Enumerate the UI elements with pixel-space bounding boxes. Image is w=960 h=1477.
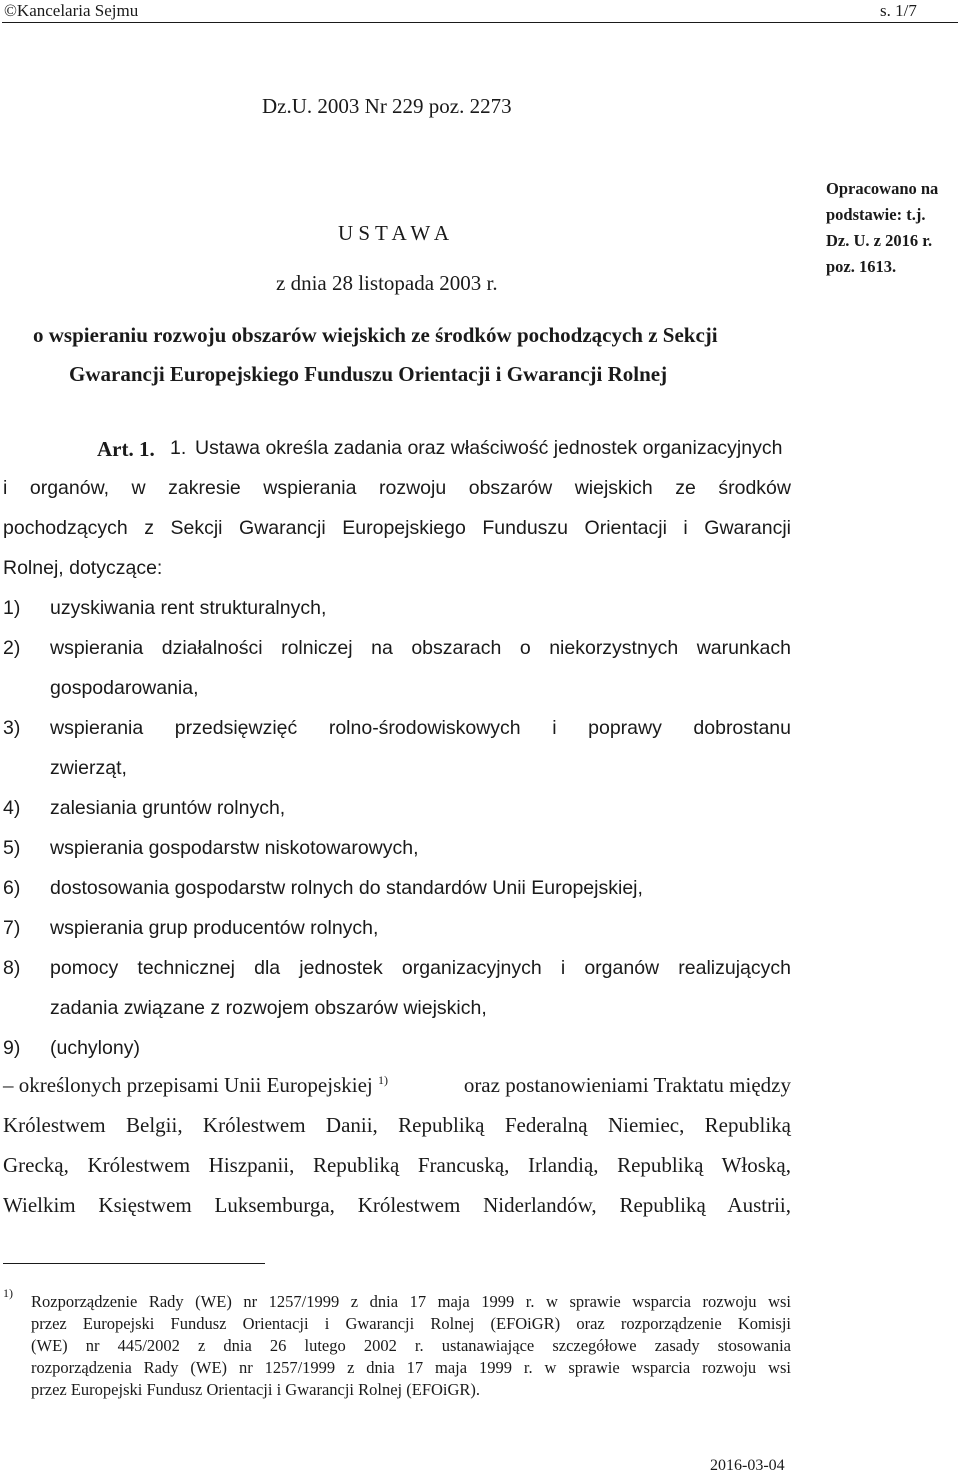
article-text-line: pochodzących z Sekcji Gwarancji Europejskiego Funduszu Orientacji i Gwarancji xyxy=(3,517,791,539)
item-text: wspierania działalności rolniczej na obszarach o niekorzystnych warunkach xyxy=(50,637,791,659)
item-text: dostosowania gospodarstw rolnych do standardów Unii Europejskiej, xyxy=(50,877,643,899)
item-text-continued: gospodarowania, xyxy=(50,677,199,699)
item-number: 5) xyxy=(3,837,21,859)
item-text: wspierania przedsięwzięć rolno-środowiskowych i poprawy dobrostanu xyxy=(50,717,791,739)
item-number: 7) xyxy=(3,917,21,939)
article-text-line: i organów, w zakresie wspierania rozwoju obszarów wiejskich ze środków xyxy=(3,477,791,499)
item-number: 4) xyxy=(3,797,21,819)
act-title-line: o wspieraniu rozwoju obszarów wiejskich ze środków pochodzących z Sekcji xyxy=(33,323,718,347)
closing-text-fragment xyxy=(3,1073,388,1098)
journal-reference: Dz.U. 2003 Nr 229 poz. 2273 xyxy=(262,94,512,118)
footnote-line: Rozporządzenie Rady (WE) nr 1257/1999 z dnia 17 maja 1999 r. w sprawie wsparcia rozwoju wsi xyxy=(31,1292,791,1311)
item-number: 6) xyxy=(3,877,21,899)
closing-text-part: – określonych przepisami Unii Europejskiej xyxy=(3,1073,373,1097)
footnote-line: rozporządzenia Rady (WE) nr 1257/1999 z dnia 17 maja 1999 r. w sprawie wsparcia rozwoju wsi xyxy=(31,1358,791,1377)
side-note-line: Dz. U. z 2016 r. xyxy=(826,231,933,250)
side-note-line: Opracowano na xyxy=(826,179,939,198)
footnote-line: przez Europejski Fundusz Orientacji i Gwarancji Rolnej (EFOiGR). xyxy=(31,1380,481,1399)
footnote-separator xyxy=(3,1263,265,1264)
closing-text-line: Grecką, Królestwem Hiszpanii, Republiką Francuską, Irlandią, Republiką Włoską, xyxy=(3,1153,791,1177)
item-number: 1) xyxy=(3,597,21,619)
side-note xyxy=(826,176,938,280)
act-date: z dnia 28 listopada 2003 r. xyxy=(276,271,498,295)
item-number: 2) xyxy=(3,637,21,659)
article-label: Art. 1. xyxy=(97,437,155,461)
closing-text-part: oraz postanowieniami Traktatu między xyxy=(463,1073,791,1097)
item-text: zalesiania gruntów rolnych, xyxy=(50,797,286,819)
item-text: (uchylony) xyxy=(50,1037,140,1059)
side-note-line: podstawie: t.j. xyxy=(826,205,926,224)
item-number: 8) xyxy=(3,957,21,979)
side-note-line: poz. 1613. xyxy=(826,257,897,276)
closing-text-line: Królestwem Belgii, Królestwem Danii, Republiką Federalną Niemiec, Republiką xyxy=(3,1113,791,1137)
header-source: ©Kancelaria Sejmu xyxy=(4,1,139,20)
item-text: wspierania grup producentów rolnych, xyxy=(50,917,379,939)
item-text: wspierania gospodarstw niskotowarowych, xyxy=(50,837,419,859)
article-text-line: Rolnej, dotyczące: xyxy=(3,557,163,579)
footnote-marker: 1) xyxy=(3,1286,13,1300)
closing-text-line xyxy=(3,1073,791,1098)
footer-date: 2016-03-04 xyxy=(710,1457,785,1474)
item-text: pomocy technicznej dla jednostek organizacyjnych i organów realizujących xyxy=(50,957,791,979)
footnote-line: (WE) nr 445/2002 z dnia 26 lutego 2002 r. ustanawiające szczegółowe zasady stosowania xyxy=(31,1336,791,1355)
footnote-reference[interactable]: 1) xyxy=(378,1073,388,1087)
item-number: 3) xyxy=(3,717,21,739)
act-type-title: U S T A W A xyxy=(338,221,450,245)
article-text-line: Ustawa określa zadania oraz właściwość jednostek organizacyjnych xyxy=(195,437,783,459)
header-divider xyxy=(2,22,958,23)
item-text-continued: zadania związane z rozwojem obszarów wiejskich, xyxy=(50,997,487,1019)
item-number: 9) xyxy=(3,1037,21,1059)
footnote-line: przez Europejski Fundusz Orientacji i Gwarancji Rolnej (EFOiGR) oraz rozporządzenie Komisji xyxy=(31,1314,791,1333)
item-text: uzyskiwania rent strukturalnych, xyxy=(50,597,327,619)
act-title-line: Gwarancji Europejskiego Funduszu Orientacji i Gwarancji Rolnej xyxy=(69,362,668,386)
paragraph-number: 1. xyxy=(170,437,187,459)
page-number: s. 1/7 xyxy=(880,1,917,20)
item-text-continued: zwierząt, xyxy=(50,757,127,779)
closing-text-line: Wielkim Księstwem Luksemburga, Królestwem Niderlandów, Republiką Austrii, xyxy=(3,1193,791,1217)
